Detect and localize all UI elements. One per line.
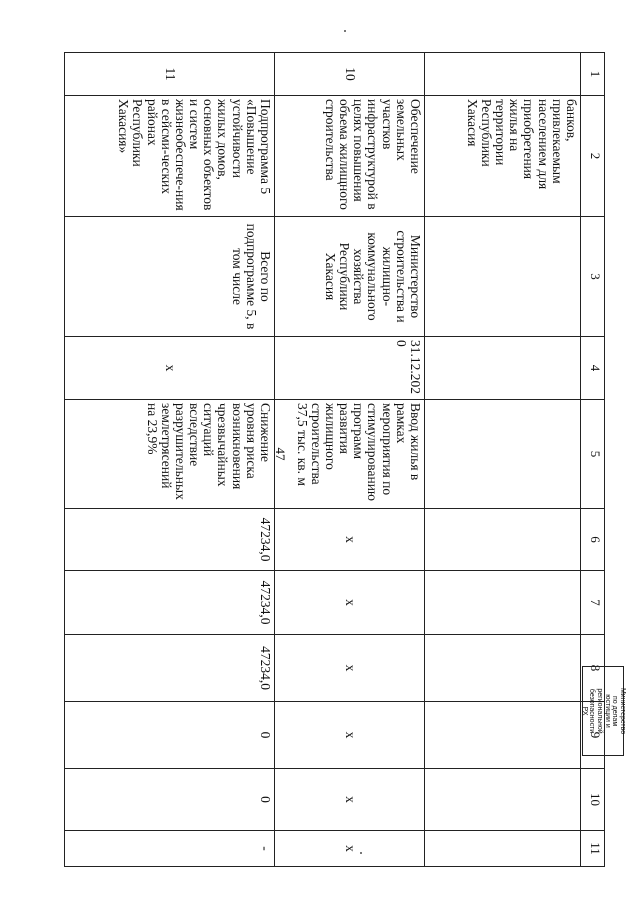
- row-name: Обеспечение земельных участков инфраструктурой в целях повышения объема жилищного строительства: [275, 96, 425, 217]
- rotated-table-container: [65, 52, 605, 866]
- col-header: 4: [581, 337, 605, 400]
- row-value: [425, 635, 581, 702]
- row-value: 47234,0: [65, 509, 275, 571]
- col-header: 8: [581, 635, 605, 702]
- row-deadline: [425, 337, 581, 400]
- row-value: x: [275, 571, 425, 635]
- col-header: 10: [581, 769, 605, 831]
- col-header: 11: [581, 831, 605, 867]
- row-value: [425, 831, 581, 867]
- row-executor: [425, 217, 581, 337]
- row-value: [425, 509, 581, 571]
- row-name: Подпрограмма 5 «Повышение устойчивости жилых домов, основных объектов и систем жизнеобеспече-ния в сейсми-ческих районах Республики Хакасия»: [65, 96, 275, 217]
- stamp-text: Министерство по делам юстиции и региональной безопасности РХ: [580, 687, 627, 735]
- row-value: x: [275, 509, 425, 571]
- table-row: [275, 53, 425, 867]
- row-number: 10: [275, 53, 425, 96]
- row-result: Снижение уровня риска возникновения чрезвычайных ситуаций вследствие разрушительных землетрясений на 23,9%: [65, 400, 275, 509]
- row-number: [425, 53, 581, 96]
- program-table: [64, 52, 605, 867]
- row-name: банков, привлекаемым населением для приобретения жилья на территории Республики Хакасия: [425, 96, 581, 217]
- col-header: 3: [581, 217, 605, 337]
- row-value: 47234,0: [65, 571, 275, 635]
- col-header: 6: [581, 509, 605, 571]
- table-row: [425, 53, 581, 867]
- col-header: 5: [581, 400, 605, 509]
- row-value: x: [275, 702, 425, 769]
- row-number: 11: [65, 53, 275, 96]
- scan-speck: [360, 852, 362, 854]
- row-value: 0: [65, 769, 275, 831]
- row-value: x: [275, 831, 425, 867]
- row-value: 0: [65, 702, 275, 769]
- ministry-stamp: [580, 666, 627, 756]
- col-header: 7: [581, 571, 605, 635]
- row-value: [425, 702, 581, 769]
- row-result: [425, 400, 581, 509]
- row-value: 47234,0: [65, 635, 275, 702]
- row-executor: Всего по подпрограмме 5, в том числе: [65, 217, 275, 337]
- row-deadline: x: [65, 337, 275, 400]
- row-value: [425, 571, 581, 635]
- row-executor: Министерство строительства и жилищно-коммунального хозяйства Республики Хакасия: [275, 217, 425, 337]
- col-header: 2: [581, 96, 605, 217]
- row-result: Ввод жилья в рамках мероприятия по стимулированию программ развития жилищного строительства 37,5 тыс. кв. м: [275, 400, 425, 509]
- row-value: x: [275, 635, 425, 702]
- row-deadline: 31.12.2020: [275, 337, 425, 400]
- table-row: [65, 53, 275, 867]
- row-value: -: [65, 831, 275, 867]
- col-header: 9: [581, 702, 605, 769]
- page-number: 47: [273, 447, 288, 461]
- scan-speck: [344, 30, 346, 32]
- col-header: 1: [581, 53, 605, 96]
- row-value: x: [275, 769, 425, 831]
- row-value: [425, 769, 581, 831]
